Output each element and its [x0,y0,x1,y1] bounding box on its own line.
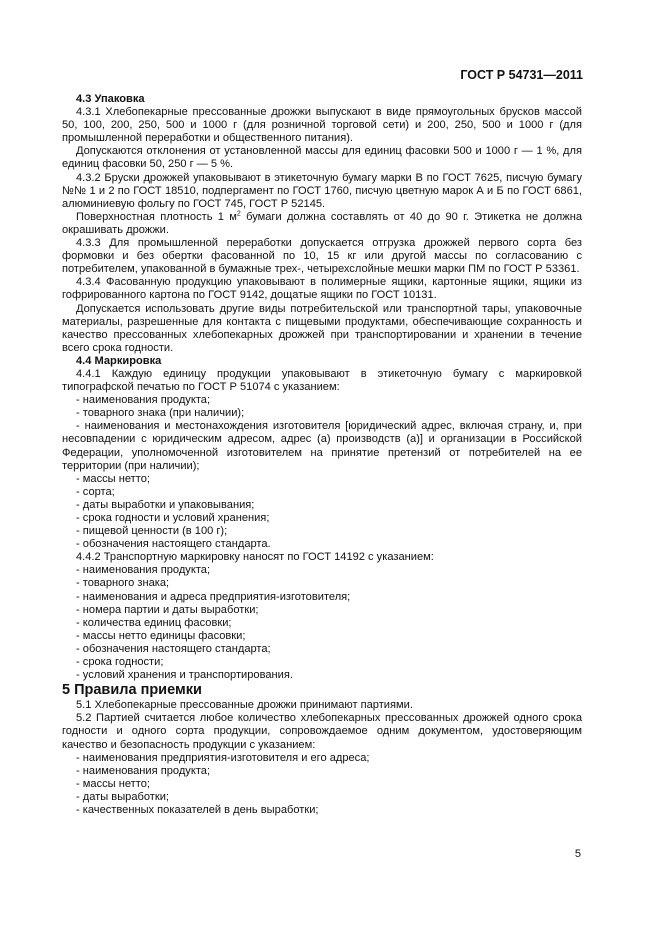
section-heading-4-3: 4.3 Упаковка [76,93,145,105]
paragraph: 4.3.3 Для промышленной переработки допускается отгрузка дрожжей первого сорта без формовки и без обертки фасованной по 10, 15 кг или другой массы по согласованию с потребителем, упакованной в бумажные трех-, четырехслойные мешки марки ПМ по ГОСТ Р 53361. [62,237,582,276]
list-item: - массы нетто; [76,472,150,485]
paragraph: 4.3.1 Хлебопекарные прессованные дрожжи выпускают в виде прямоугольных брусков массой 50, 100, 200, 250, 500 и 1000 г (для розничной торговой сети) и 200, 250, 500 и 1000 г (для промышленной переработки и общественного питания). [62,106,582,145]
text-span: Поверхностная плотность 1 м [76,210,237,223]
paragraph: Допускается использовать другие виды потребительской или транспортной тары, упаковочные материалы, разрешенные для контакта с пищевыми продуктами, обеспечивающие сохранность и качество прессованных хлебопекарных дрожжей при транспортировании и хранении в течение всего срока годности. [62,302,582,354]
list-item: - срока годности; [76,656,164,669]
section-heading-4-4: 4.4 Маркировка [76,354,162,367]
list-item: - наименования продукта; [76,764,211,777]
list-item: - наименования предприятия-изготовителя и его адреса; [76,751,370,764]
list-item: - пищевой ценности (в 100 г); [76,525,228,538]
text-span: бумаги должна составлять от 40 до 90 г. Этикетка не должна окрашивать дрожжи. [62,210,582,236]
paragraph [62,211,582,237]
paragraph: 4.3.2 Бруски дрожжей упаковывают в этикеточную бумагу марки В по ГОСТ 7625, писчую бумагу №№ 1 и 2 по ГОСТ 18510, подпергамент по ГОСТ 1760, писчую цветную марок А и Б по ГОСТ 6861, алюминиевую фольгу по ГОСТ 745, ГОСТ Р 52145. [62,171,582,210]
paragraph: - наименования и местонахождения изготовителя [юридический адрес, включая страну, и, при несовпадении с юридическим адресом, адрес (а) производств (а)] и организации в Российской Федерации, уполномоченной изготовителем на принятие претензий от потребителей на ее территории (при наличии); [62,420,582,472]
page-number: 5 [574,848,581,860]
list-item: - сорта; [76,485,115,498]
paragraph: 4.3.4 Фасованную продукцию упаковывают в полимерные ящики, картонные ящики, ящики из гофрированного картона по ГОСТ 9142, дощатые ящики по ГОСТ 10131. [62,276,582,302]
list-item: - условий хранения и транспортирования. [76,669,293,682]
list-item: - даты выработки и упаковывания; [76,498,255,511]
list-item: - товарного знака (при наличии); [76,407,245,420]
list-item: - даты выработки; [76,790,170,803]
list-item: - количества единиц фасовки; [76,616,232,629]
list-item: - обозначения настоящего стандарта; [76,642,271,655]
list-item: - срока годности и условий хранения; [76,512,270,524]
list-item: - товарного знака; [76,577,170,590]
paragraph: Допускаются отклонения от установленной массы для единиц фасовки 500 и 1000 г — 1 %, для единиц фасовки 50, 250 г — 5 %. [62,145,582,171]
document-body [62,93,582,817]
superscript: 2 [236,210,241,218]
paragraph: 4.4.2 Транспортную маркировку наносят по ГОСТ 14192 с указанием: [76,551,434,564]
list-item: - наименования продукта; [76,394,211,407]
section-heading-5: 5 Правила приемки [62,682,202,699]
document-id: ГОСТ Р 54731—2011 [460,68,583,82]
list-item: - качественных показателей в день выработки; [76,803,319,816]
list-item: - массы нетто; [76,777,150,790]
paragraph: 4.4.1 Каждую единицу продукции упаковывают в этикеточную бумагу с маркировкой типографской печатью по ГОСТ Р 51074 с указанием: [62,367,582,394]
list-item: - номера партии и даты выработки; [76,603,259,616]
list-item: - массы нетто единицы фасовки; [76,629,246,642]
list-item: - наименования и адреса предприятия-изготовителя; [76,590,351,603]
list-item: - обозначения настоящего стандарта. [76,538,271,551]
list-item: - наименования продукта; [76,564,211,577]
paragraph: 5.2 Партией считается любое количество хлебопекарных прессованных дрожжей одного срока годности и одного сорта продукции, сопровождаемое одним документом, удостоверяющим качество и безопасность продукции с указанием: [62,712,582,751]
paragraph: 5.1 Хлебопекарные прессованные дрожжи принимают партиями. [76,699,413,712]
